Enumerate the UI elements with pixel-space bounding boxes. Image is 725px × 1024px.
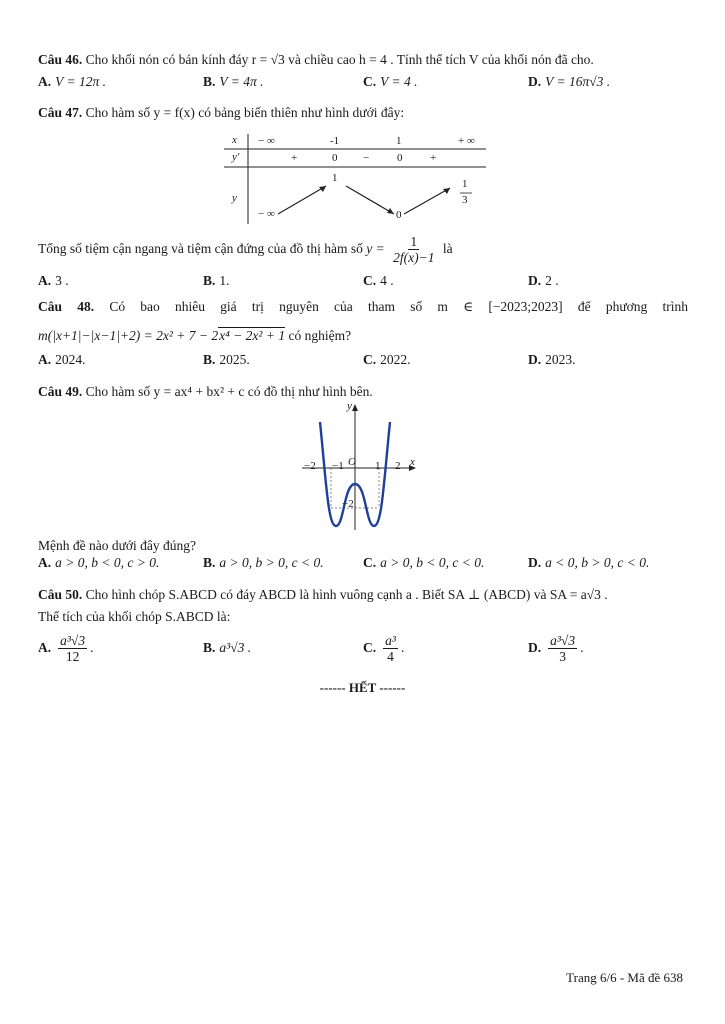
page-footer: Trang 6/6 - Mã đề 638 (566, 970, 683, 985)
variation-table (224, 134, 486, 224)
q48-eq-tail: có nghiệm? (288, 328, 352, 343)
q46-stem (38, 52, 594, 68)
vt-x-1: -1 (330, 135, 340, 147)
vt-x-2: 1 (396, 135, 402, 147)
q48-option-d[interactable]: D. 2023. (528, 352, 576, 367)
vt-yp-label: y' (232, 151, 240, 163)
arrow-up-1 (278, 186, 326, 214)
q50-text-2: Thể tích của khối chóp S.ABCD là: (38, 609, 231, 624)
q46-option-c[interactable]: C. V = 4 . (363, 74, 418, 89)
q50-text-1: Cho hình chóp S.ABCD có đáy ABCD là hình vuông cạnh a . Biết SA ⊥ (ABCD) và SA = a√3 . (85, 587, 608, 602)
q48-eq-root: x⁴ − 2x² + 1 (219, 328, 286, 343)
q48-stem (38, 299, 688, 315)
q48-option-a[interactable]: A. 2024. (38, 352, 86, 367)
q48-options (38, 352, 688, 370)
q47-label: Câu 47. (38, 105, 83, 120)
graph-tick-m1: −1 (332, 460, 344, 472)
graph-tick-ym2: −2 (342, 498, 354, 510)
q47-func-num: 1 (410, 234, 418, 250)
q50-option-d[interactable]: D. $\frac{\text{a³√3}}{3}$ . (528, 633, 584, 665)
q50-option-b[interactable]: B. a³√3 . (203, 640, 252, 655)
vt-sign-2: − (363, 152, 370, 164)
vt-sign-1: 0 (332, 152, 338, 164)
q46-label: Câu 46. (38, 52, 83, 67)
q50-options (38, 628, 688, 668)
vt-y-2: 0 (396, 209, 402, 221)
graph-y-label: y (347, 400, 352, 412)
q47-question-post: là (442, 241, 453, 256)
q49-option-a[interactable]: A. a > 0, b < 0, c > 0. (38, 555, 160, 570)
q49-prompt: Mệnh đề nào dưới đây đúng? (38, 538, 197, 553)
q47-options (38, 273, 688, 291)
end-mark: ------ HẾT ------ (319, 680, 406, 695)
vt-y-1: 1 (332, 172, 338, 184)
q49-option-c[interactable]: C. a > 0, b < 0, c < 0. (363, 555, 485, 570)
graph-tick-p2: 2 (395, 460, 401, 472)
q47-option-d[interactable]: D. 2 . (528, 273, 559, 288)
arrow-down (346, 186, 394, 214)
q46-options (38, 74, 688, 92)
q47-option-b[interactable]: B. 1. (203, 273, 230, 288)
vt-y-0: − ∞ (258, 208, 275, 220)
vt-x-3: + ∞ (458, 135, 475, 147)
arrow-up-2 (404, 188, 450, 214)
q49-graph-svg (298, 400, 420, 532)
vt-y-4: 3 (462, 194, 468, 206)
q47-option-c[interactable]: C. 4 . (363, 273, 394, 288)
vt-x-label: x (232, 134, 237, 146)
q47-option-a[interactable]: A. 3 . (38, 273, 69, 288)
q48-eq-lhs: m(|x+1|−|x−1|+2) = 2x² + 7 − 2 (38, 328, 219, 343)
vt-sign-3: 0 (397, 152, 403, 164)
vt-y-label: y (232, 192, 237, 204)
q50-label: Câu 50. (38, 587, 83, 602)
q49-text: Cho hàm số y = ax⁴ + bx² + c có đồ thị như hình bên. (85, 384, 373, 399)
q48-option-c[interactable]: C. 2022. (363, 352, 411, 367)
q46-option-b[interactable]: B. V = 4π . (203, 74, 264, 89)
q50-option-c[interactable]: C. $\frac{\text{a³}}{4}$ . (363, 633, 405, 665)
q49-label: Câu 49. (38, 384, 83, 399)
q47-question-pre: Tổng số tiệm cận ngang và tiệm cận đứng của đồ thị hàm số (38, 241, 363, 256)
q48-text: Có bao nhiêu giá trị nguyên của tham số m ∈ [−2023;2023] để phương trình (109, 299, 688, 314)
q46-option-d[interactable]: D. V = 16π√3 . (528, 74, 611, 89)
q46-text: Cho khối nón có bán kính đáy r = √3 và chiều cao h = 4 . Tính thể tích V của khối nón đã cho. (85, 52, 594, 67)
q49-stem (38, 384, 373, 400)
q47-func-den: 2f(x)−1 (393, 250, 435, 266)
q47-text: Cho hàm số y = f(x) có bảng biến thiên như hình dưới đây: (85, 105, 405, 120)
q49-graph (298, 400, 420, 532)
q50-stem (38, 587, 608, 603)
q49-option-b[interactable]: B. a > 0, b > 0, c < 0. (203, 555, 324, 570)
q47-func-lhs: y = (366, 241, 385, 256)
graph-tick-p1: 1 (375, 460, 381, 472)
vt-sign-0: + (291, 152, 298, 164)
graph-x-label: x (410, 456, 415, 468)
q48-equation (38, 328, 351, 344)
q50-option-a[interactable]: A. $\frac{\text{a³√3}}{12}$ . (38, 633, 94, 665)
vt-y-3: 1 (462, 178, 468, 190)
q49-option-d[interactable]: D. a < 0, b > 0, c < 0. (528, 555, 650, 570)
graph-origin-label: O (348, 456, 356, 468)
q47-stem (38, 105, 404, 121)
q47-question (38, 230, 453, 268)
q49-options (38, 555, 688, 573)
q48-option-b[interactable]: B. 2025. (203, 352, 250, 367)
graph-tick-m2: −2 (304, 460, 316, 472)
q48-label: Câu 48. (38, 299, 95, 314)
q47-func-fraction (391, 234, 436, 265)
q46-option-a[interactable]: A. V = 12π . (38, 74, 107, 89)
vt-x-0: − ∞ (258, 135, 275, 147)
vt-sign-4: + (430, 152, 437, 164)
